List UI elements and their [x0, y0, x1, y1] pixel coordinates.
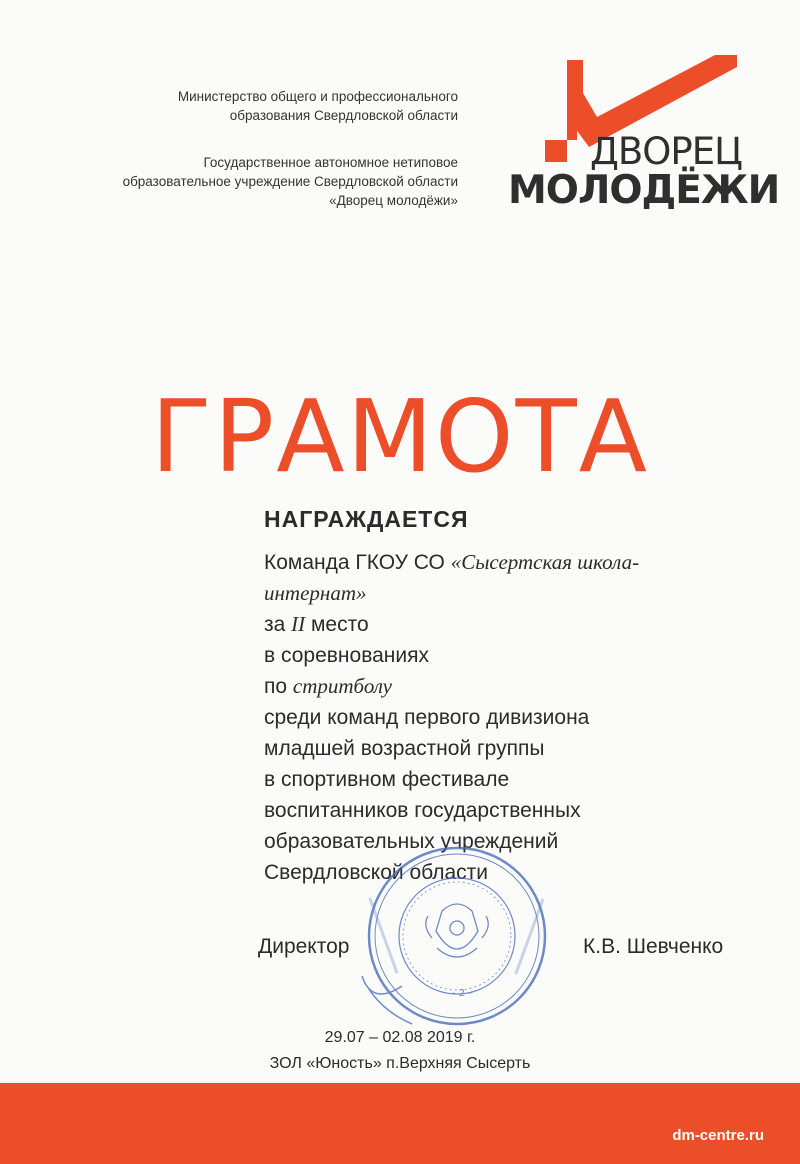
team-prefix: Команда ГКОУ СО: [264, 551, 451, 574]
institution-line-2: образовательное учреждение Свердловской области: [122, 174, 458, 189]
sport-value: стритболу: [292, 674, 393, 698]
place-value: II: [291, 612, 306, 636]
team-name-part-2: интернат»: [264, 581, 367, 605]
institutions-line: образовательных учреждений: [264, 830, 559, 853]
place-suffix: место: [305, 613, 369, 636]
website-link[interactable]: dm-centre.ru: [672, 1127, 764, 1144]
division-line: среди команд первого дивизиона: [264, 706, 590, 729]
sport-prefix: по: [264, 675, 293, 698]
team-line-1: [264, 547, 639, 578]
competition-line: в соревнованиях: [264, 644, 429, 667]
ministry-line-2: образования Свердловской области: [229, 108, 458, 123]
institution-line-3: «Дворец молодёжи»: [329, 193, 458, 208]
ministry-name: [178, 87, 458, 125]
footer-bar: [0, 1083, 800, 1164]
svg-text:- 2 -: - 2 -: [452, 988, 472, 999]
logo-text-line-2: МОЛОДЁЖИ: [508, 168, 780, 213]
region-line: Свердловской области: [264, 861, 489, 884]
ministry-line-1: Министерство общего и профессионального: [177, 89, 458, 104]
director-name: К.В. Шевченко: [583, 935, 724, 958]
logo-text-line-1: ДВОРЕЦ: [590, 130, 742, 173]
institution-name: [123, 153, 458, 210]
director-label: Директор: [258, 935, 350, 958]
sport-line: [264, 671, 639, 702]
festival-line: в спортивном фестивале: [264, 768, 510, 791]
age-group-line: младшей возрастной группы: [264, 737, 545, 760]
awarded-heading: НАГРАЖДАЕТСЯ: [264, 506, 469, 532]
place-line: [264, 609, 639, 640]
event-venue: ЗОЛ «Юность» п.Верхняя Сысерть: [269, 1055, 531, 1072]
place-prefix: за: [264, 613, 292, 636]
event-dates: 29.07 – 02.08 2019 г.: [324, 1029, 476, 1046]
team-name-part-1: «Сысертская школа-: [450, 550, 640, 574]
pupils-line: воспитанников государственных: [264, 799, 581, 822]
palace-logo: [505, 55, 780, 215]
official-stamp-icon: [342, 836, 572, 1036]
document-title: ГРАМОТА: [150, 378, 650, 495]
institution-line-1: Государственное автономное нетиповое: [203, 155, 458, 170]
